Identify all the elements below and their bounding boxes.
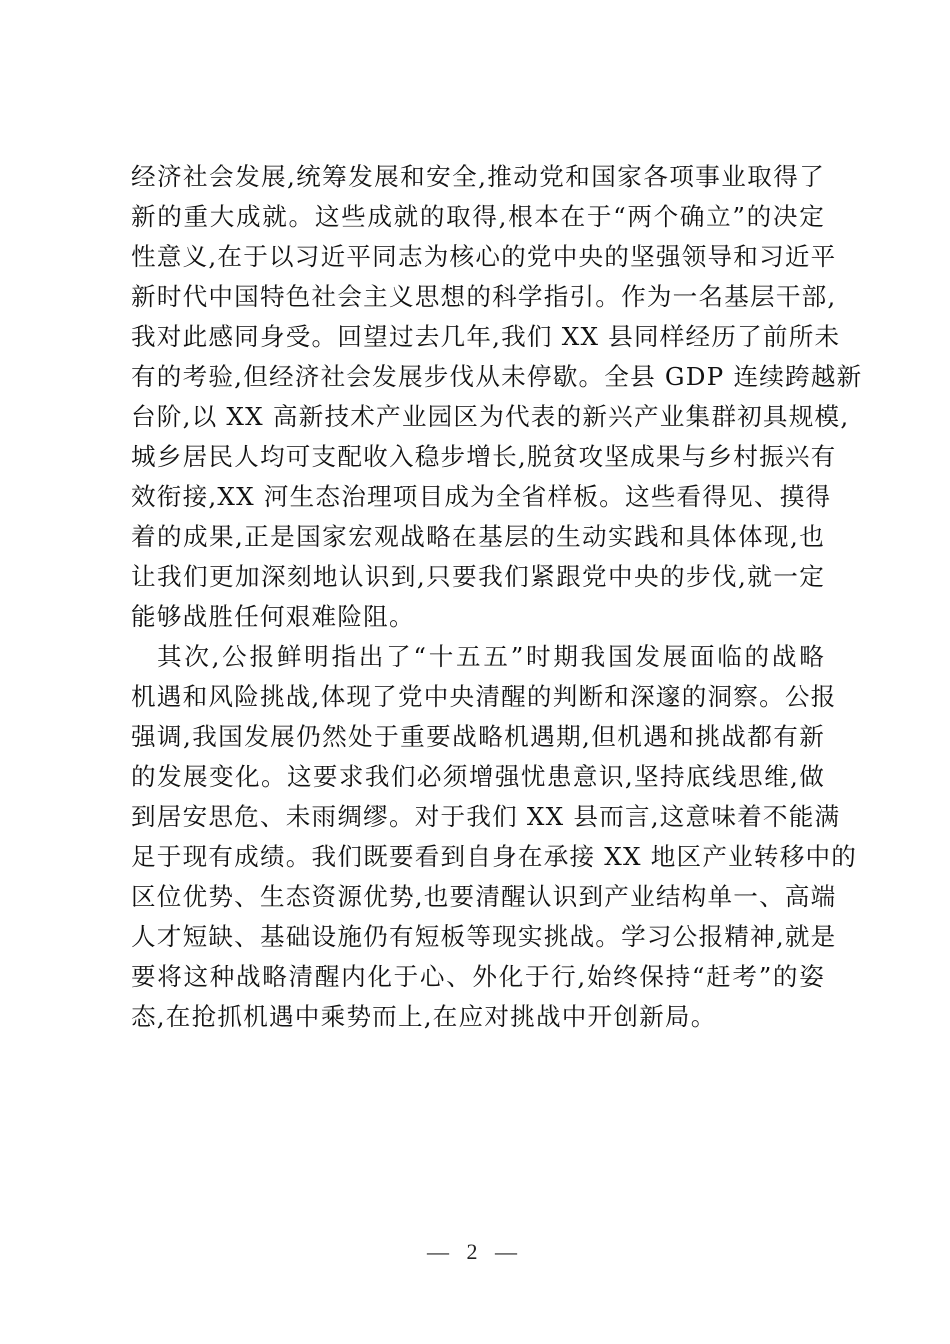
text-line: 到居安思危、未雨绸缪。对于我们 XX 县而言,这意味着不能满 bbox=[131, 802, 841, 831]
text-line: 机遇和风险挑战,体现了党中央清醒的判断和深邃的洞察。公报 bbox=[131, 682, 837, 711]
text-line: 区位优势、生态资源优势,也要清醒认识到产业结构单一、高端 bbox=[131, 882, 837, 911]
text-line: 着的成果,正是国家宏观战略在基层的生动实践和具体体现,也 bbox=[131, 522, 825, 551]
text-line: 强调,我国发展仍然处于重要战略机遇期,但机遇和挑战都有新 bbox=[131, 722, 825, 751]
text-line: 新时代中国特色社会主义思想的科学指引。作为一名基层干部, bbox=[131, 282, 837, 311]
text-line: 能够战胜任何艰难险阻。 bbox=[131, 602, 415, 631]
text-line: 的发展变化。这要求我们必须增强忧患意识,坚持底线思维,做 bbox=[131, 762, 825, 791]
text-line: 要将这种战略清醒内化于心、外化于行,始终保持“赶考”的姿 bbox=[131, 962, 825, 991]
page-number: — 2 — bbox=[427, 1239, 523, 1264]
text-line: 足于现有成绩。我们既要看到自身在承接 XX 地区产业转移中的 bbox=[131, 842, 858, 871]
text-line: 新的重大成就。这些成就的取得,根本在于“两个确立”的决定 bbox=[131, 202, 825, 231]
text-line: 效衔接,XX 河生态治理项目成为全省样板。这些看得见、摸得 bbox=[131, 482, 832, 511]
text-line: 性意义,在于以习近平同志为核心的党中央的坚强领导和习近平 bbox=[131, 242, 837, 271]
body-text bbox=[131, 157, 863, 1037]
text-line: 态,在抢抓机遇中乘势而上,在应对挑战中开创新局。 bbox=[131, 1002, 717, 1031]
text-line: 台阶,以 XX 高新技术产业园区为代表的新兴产业集群初具规模, bbox=[131, 402, 850, 431]
text-line: 我对此感同身受。回望过去几年,我们 XX 县同样经历了前所未 bbox=[131, 322, 841, 351]
text-line: 城乡居民人均可支配收入稳步增长,脱贫攻坚成果与乡村振兴有 bbox=[131, 442, 837, 471]
text-line: 有的考验,但经济社会发展步伐从未停歇。全县 GDP 连续跨越新 bbox=[131, 362, 863, 391]
text-line: 经济社会发展,统筹发展和安全,推动党和国家各项事业取得了 bbox=[131, 162, 825, 191]
paragraph-start-line: 其次,公报鲜明指出了“十五五”时期我国发展面临的战略 bbox=[157, 642, 825, 671]
text-line: 人才短缺、基础设施仍有短板等现实挑战。学习公报精神,就是 bbox=[131, 922, 837, 951]
text-line: 让我们更加深刻地认识到,只要我们紧跟党中央的步伐,就一定 bbox=[131, 562, 825, 591]
